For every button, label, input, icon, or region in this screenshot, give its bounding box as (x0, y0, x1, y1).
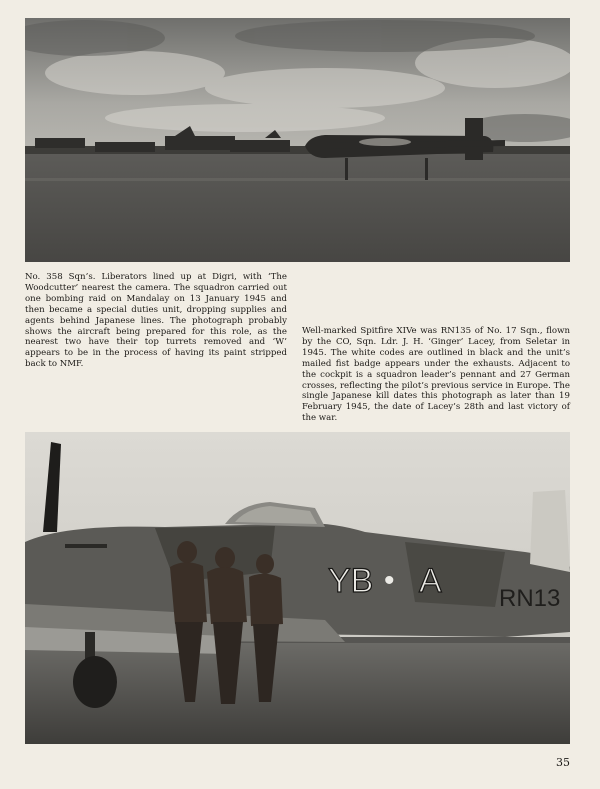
caption-spitfire: Well-marked Spitfire XIVe was RN135 of No. 17 Sqn., flown by the CO, Sqn. Ldr. J. H. ‘Ginger’ Lacey, from Seletar in 1945. The white codes are outlined in black and the unit’s mailed fist badge appears under the exhausts. Adjacent to the cockpit is a squadron leader’s pennant and 27 German crosses, reflecting the pilot’s previous service in Europe. The single Japanese kill dates this photograph as later than 19 February 1945, the date of Lacey’s 28th and last victory of the war. (302, 326, 570, 424)
code-roundel-dot: • (384, 564, 395, 597)
squadron-code: YB (328, 562, 374, 600)
photo-liberators (25, 18, 570, 262)
page-number: 35 (556, 756, 570, 769)
liberators-image (25, 18, 570, 262)
caption-liberators: No. 358 Sqn’s. Liberators lined up at Digri, with ‘The Woodcutter’ nearest the camera. The squadron carried out one bombing raid on Mandalay on 13 January 1945 and then became a special duties unit, dropping supplies and agents behind Japanese lines. The photograph probably shows the aircraft being prepared for this role, as the nearest two have their top turrets removed and ‘W’ appears to be in the process of having its paint stripped back to NMF. (25, 272, 287, 370)
spitfire-image (25, 432, 570, 744)
aircraft-serial: RN13 (499, 585, 561, 612)
photo-spitfire (25, 432, 570, 744)
aircraft-letter: A (419, 562, 442, 600)
